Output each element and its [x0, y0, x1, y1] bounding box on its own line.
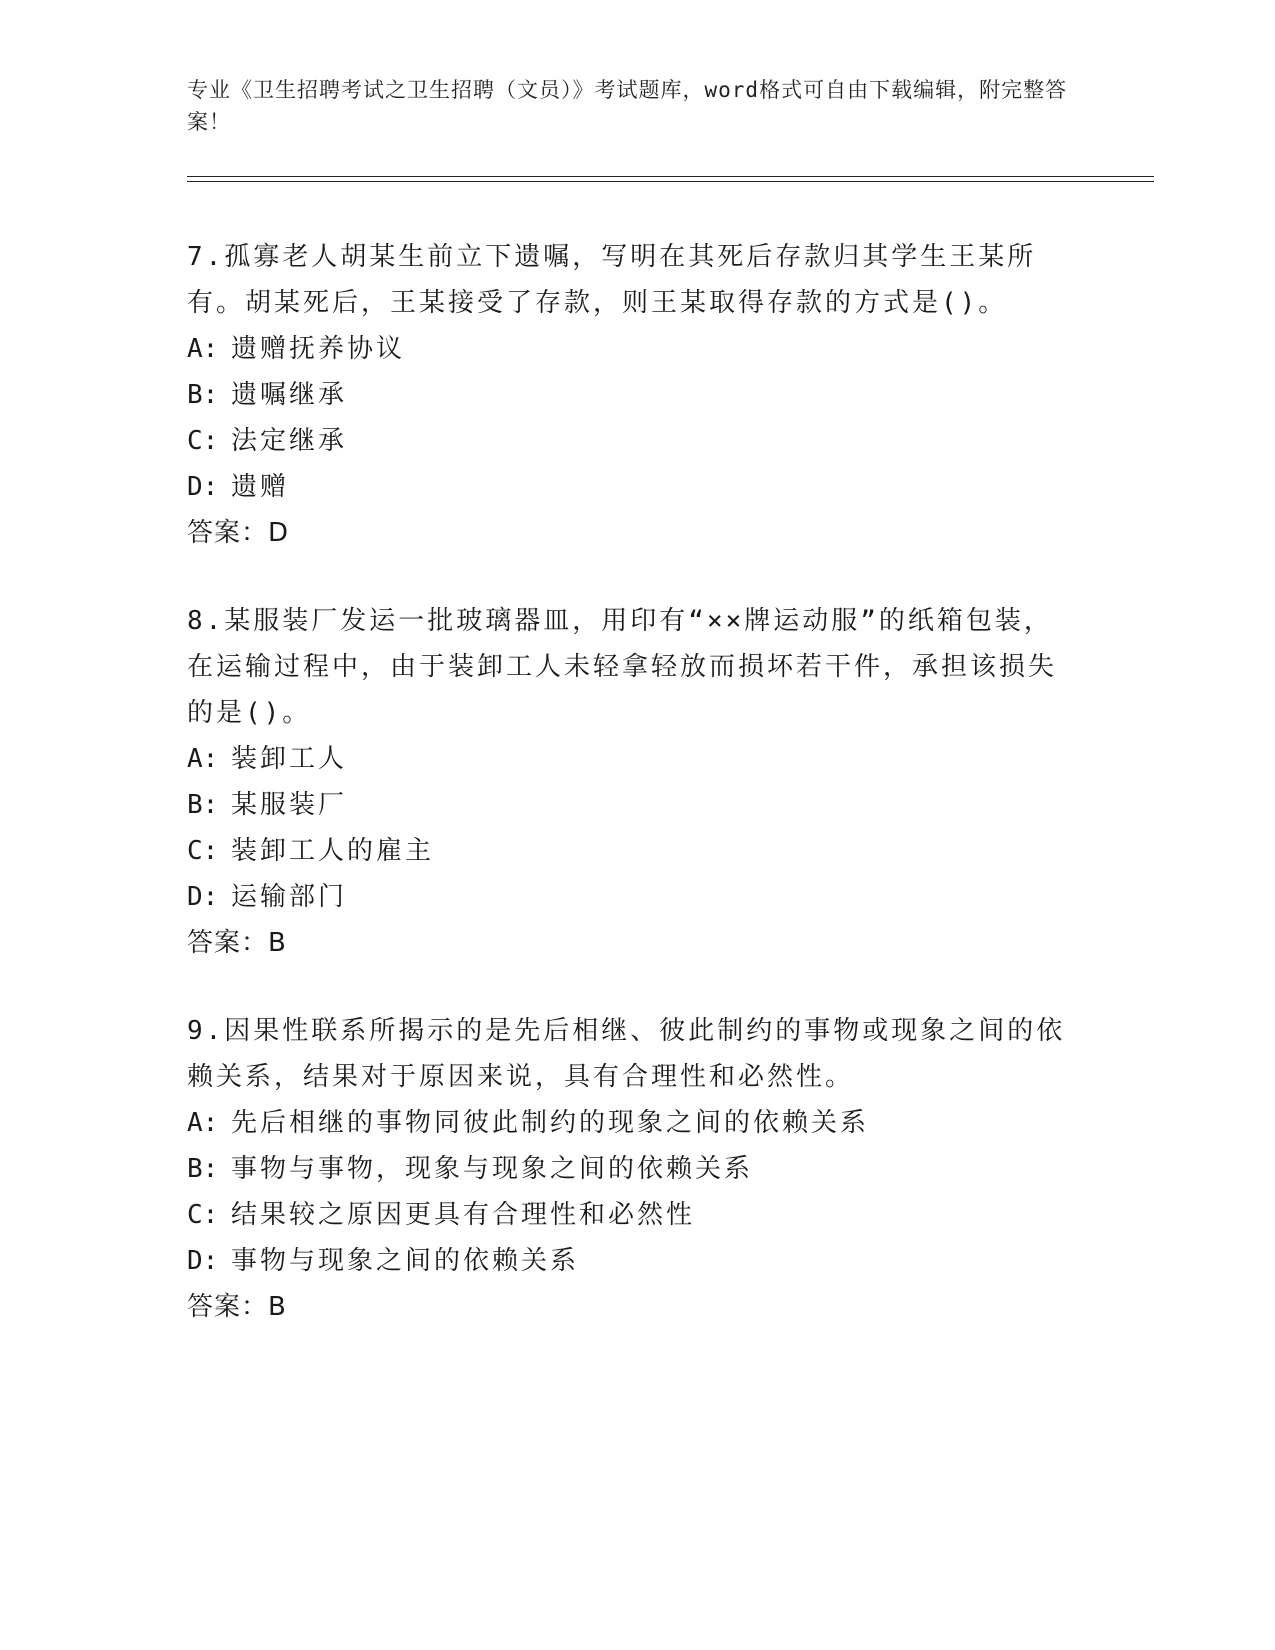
option-c	[187, 828, 1067, 874]
option-text: 事物与现象之间的依赖关系	[231, 1246, 580, 1276]
option-d	[187, 1238, 1067, 1284]
option-key: C:	[187, 1200, 219, 1230]
question-stem: 9.因果性联系所揭示的是先后相继、彼此制约的事物或现象之间的依赖关系，结果对于原因来说，具有合理性和必然性。	[187, 1016, 1066, 1092]
option-key: A:	[187, 744, 219, 774]
option-c	[187, 418, 1067, 464]
header-rule-bottom	[187, 181, 1154, 182]
option-text: 遗赠抚养协议	[231, 334, 406, 364]
question-stem: 7.孤寡老人胡某生前立下遗嘱，写明在其死后存款归其学生王某所有。胡某死后，王某接受了存款，则王某取得存款的方式是()。	[187, 242, 1037, 318]
option-key: D:	[187, 472, 219, 502]
option-key: D:	[187, 1246, 219, 1276]
option-text: 先后相继的事物同彼此制约的现象之间的依赖关系	[231, 1108, 870, 1138]
question-9	[187, 1008, 1067, 1330]
header-rule-top	[187, 176, 1154, 177]
answer-line: 答案：B	[187, 928, 287, 958]
header-text: 专业《卫生招聘考试之卫生招聘（文员）》考试题库，word格式可自由下载编辑，附完整答案！	[187, 78, 1068, 134]
option-text: 遗赠	[231, 472, 290, 502]
option-b	[187, 1146, 1067, 1192]
option-d	[187, 464, 1067, 510]
option-text: 事物与事物，现象与现象之间的依赖关系	[231, 1154, 754, 1184]
option-key: B:	[187, 790, 219, 820]
option-key: B:	[187, 1154, 219, 1184]
option-text: 遗嘱继承	[231, 380, 348, 410]
answer-line: 答案：D	[187, 518, 290, 548]
option-a	[187, 326, 1067, 372]
option-b	[187, 372, 1067, 418]
option-key: A:	[187, 1108, 219, 1138]
question-stem: 8.某服装厂发运一批玻璃器皿，用印有“××牌运动服”的纸箱包装，在运输过程中，由于装卸工人未轻拿轻放而损坏若干件，承担该损失的是()。	[187, 606, 1058, 728]
option-text: 法定继承	[231, 426, 348, 456]
option-b	[187, 782, 1067, 828]
question-7	[187, 234, 1067, 556]
option-text: 结果较之原因更具有合理性和必然性	[231, 1200, 696, 1230]
option-a	[187, 1100, 1067, 1146]
option-d	[187, 874, 1067, 920]
option-text: 装卸工人的雇主	[231, 836, 435, 866]
answer-line: 答案：B	[187, 1292, 287, 1322]
option-key: C:	[187, 426, 219, 456]
option-a	[187, 736, 1067, 782]
option-key: D:	[187, 882, 219, 912]
option-key: C:	[187, 836, 219, 866]
document-header	[187, 74, 1077, 138]
option-key: B:	[187, 380, 219, 410]
option-c	[187, 1192, 1067, 1238]
question-8	[187, 598, 1067, 966]
option-key: A:	[187, 334, 219, 364]
option-text: 某服装厂	[231, 790, 348, 820]
option-text: 装卸工人	[231, 744, 348, 774]
option-text: 运输部门	[231, 882, 348, 912]
